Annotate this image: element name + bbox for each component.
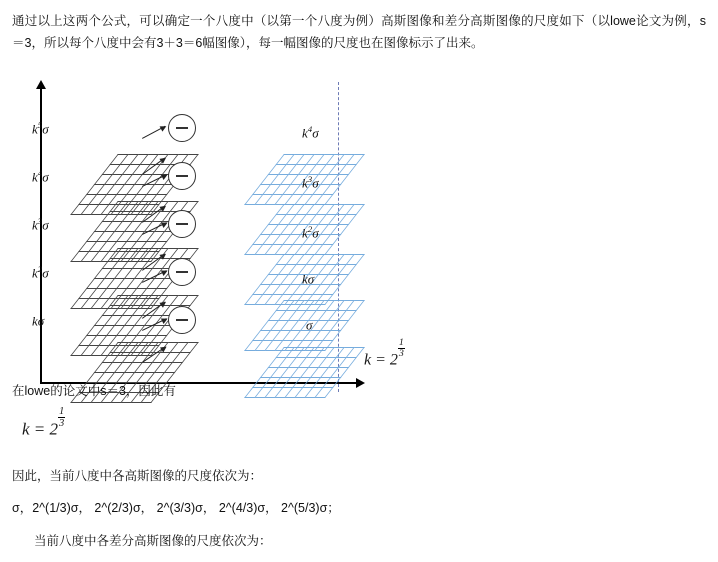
base-symbol: 2 [49, 419, 59, 439]
fraction-denominator: 3 [398, 348, 404, 360]
difference-operator-4 [168, 162, 196, 190]
label-exponent: 2 [307, 224, 313, 234]
minus-icon [176, 223, 188, 225]
label-exponent: 2 [37, 264, 43, 274]
label-base: k [32, 121, 38, 137]
arrow-g5-to-op5 [142, 126, 165, 139]
dog-scale-paragraph [12, 530, 672, 552]
dog-scale-text: 当前八度中各差分高斯图像的尺度依次为： [34, 534, 272, 548]
equals-symbol: = [375, 351, 386, 369]
label-gaussian-1 [32, 312, 44, 329]
exponent-fraction [58, 406, 65, 429]
label-exponent: 3 [37, 216, 43, 226]
label-dog-4 [302, 174, 319, 191]
after-figure-paragraph: 在lowe的论文中s＝3，因此有 [12, 384, 176, 398]
label-base: k [32, 265, 38, 281]
k-symbol: k [22, 419, 30, 439]
label-base: k [302, 271, 308, 287]
label-base: k [32, 313, 38, 329]
fraction-numerator: 1 [59, 406, 65, 417]
label-sigma: σ [42, 217, 49, 233]
minus-icon [176, 127, 188, 129]
intro-paragraph: 通过以上这两个公式，可以确定一个八度中（以第一个八度为例）高斯图像和差分高斯图像的尺度如下（以lowe论文为例，s＝3，所以每个八度中会有3＋3＝6幅图像），每一幅图像的尺度也在图像标示了出来。 [12, 14, 706, 50]
label-base: k [32, 217, 38, 233]
label-gaussian-4 [32, 168, 49, 185]
minus-icon [176, 271, 188, 273]
label-dog-2 [302, 270, 314, 287]
k-symbol: k [364, 351, 372, 369]
minus-icon [176, 319, 188, 321]
therefore-paragraph: 因此，当前八度中各高斯图像的尺度依次为： [12, 469, 263, 483]
fraction-numerator: 1 [398, 337, 404, 348]
label-sigma: σ [312, 125, 319, 141]
label-sigma: σ [307, 271, 315, 287]
label-exponent: 3 [307, 174, 313, 184]
difference-operator-2 [168, 258, 196, 286]
difference-operator-1 [168, 306, 196, 334]
label-sigma: σ [42, 169, 49, 185]
label-sigma: σ [312, 225, 319, 241]
exponent-fraction [398, 338, 405, 360]
difference-operator-5 [168, 114, 196, 142]
equals-symbol: = [33, 419, 46, 439]
label-base: k [32, 169, 38, 185]
label-sigma: σ [306, 317, 313, 333]
dog-image-2 [244, 300, 365, 351]
label-gaussian-3 [32, 216, 49, 233]
scale-space-figure [16, 62, 704, 369]
label-base: k [302, 125, 308, 141]
difference-operator-3 [168, 210, 196, 238]
label-exponent: 4 [307, 124, 313, 134]
label-sigma: σ [312, 175, 319, 191]
label-dog-5 [302, 124, 319, 141]
base-symbol: 2 [389, 351, 398, 369]
label-sigma: σ [37, 313, 45, 329]
label-dog-3 [302, 224, 319, 241]
gaussian-scale-list: σ，2^(1/3)σ， 2^(2/3)σ， 2^(3/3)σ， 2^(4/3)σ， 2^(5/3)σ； [12, 501, 340, 515]
label-sigma: σ [42, 121, 49, 137]
label-base: k [302, 225, 308, 241]
label-sigma: σ [42, 265, 49, 281]
figure-k-formula [364, 337, 405, 370]
label-base: k [302, 175, 308, 191]
minus-icon [176, 175, 188, 177]
label-exponent: 5 [37, 120, 43, 130]
k-formula-block [22, 408, 65, 440]
fraction-denominator: 3 [59, 418, 65, 430]
label-gaussian-5 [32, 120, 49, 137]
label-exponent: 4 [37, 168, 43, 178]
label-gaussian-2 [32, 264, 49, 281]
label-dog-1 [306, 316, 312, 333]
